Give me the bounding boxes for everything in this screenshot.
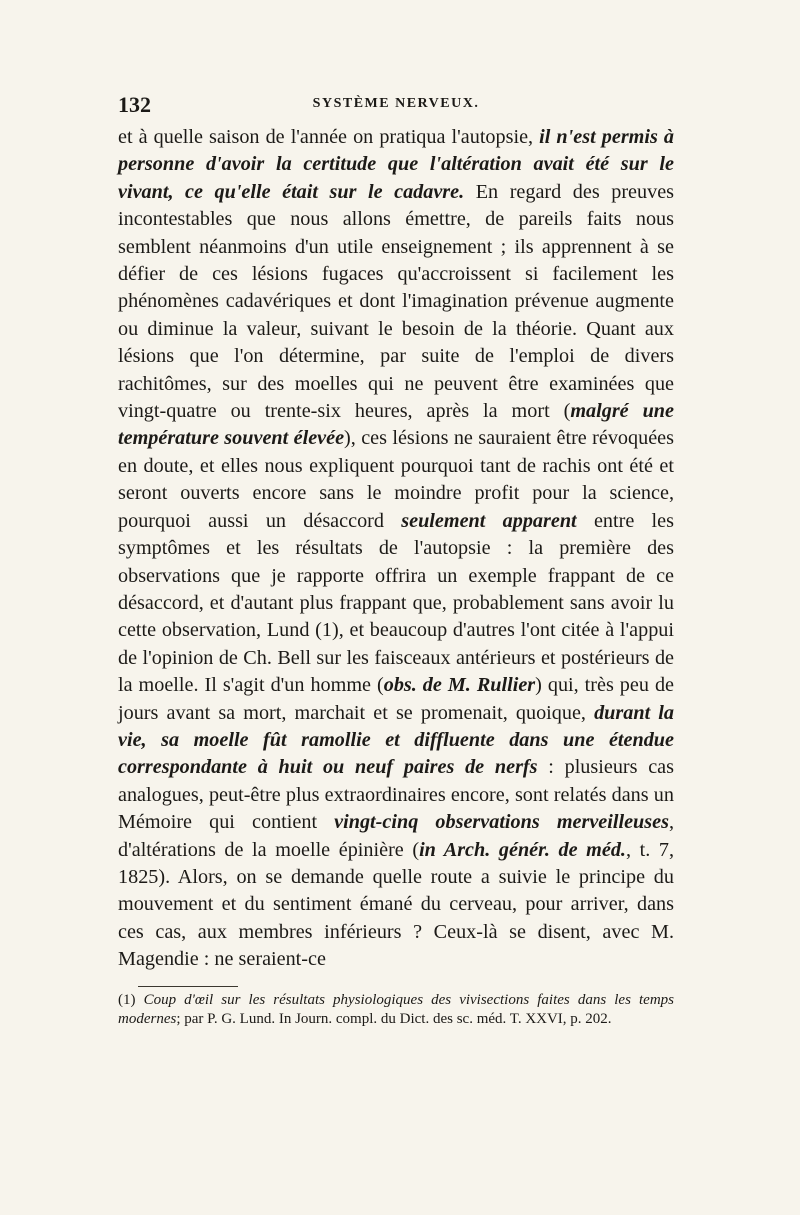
main-paragraph xyxy=(118,124,674,974)
text-run: : plusieurs cas analogues, peut-être plus extraordinaires encore, sont relatés dans un Mémoire qui contient xyxy=(118,756,675,834)
text-run: , t. 7, 1825). Alors, on se demande quelle route a suivie le principe du mouvement et du sentiment émané du cerveau, pour arriver, dans ces cas, aux membres inférieurs ? Ceux-là se disent, avec M. Magendie : ne seraient-ce xyxy=(118,838,674,971)
italic-run: durant la vie, sa moelle fût ramollie et diffluente dans une étendue correspondante à huit ou neuf paires de nerfs xyxy=(118,701,675,779)
text-run: , d'altérations de la moelle épinière ( xyxy=(118,811,674,861)
text-run: ) qui, très peu de jours avant sa mort, marchait et se promenait, quoique, xyxy=(118,674,674,724)
text-run: En regard des preuves incontestables que nous allons émettre, de pareils faits nous semblent néanmoins d'un utile enseignement ; ils apprennent à se défier de ces lésions fugaces qu'accroissent si facilement les phénomènes cadavériques et dont l'imagination prévenue augmente ou diminue la valeur, suivant le besoin de la théorie. Quant aux lésions que l'on détermine, par suite de l'emploi de divers rachitômes, sur des moelles qui ne peuvent être examinées que vingt-quatre ou trente-six heures, après la mort ( xyxy=(118,180,675,423)
italic-run: malgré une température souvent élevée xyxy=(118,400,674,450)
italic-run: vingt-cinq observations merveilleuses xyxy=(334,811,669,834)
text-run: entre les symptômes et les résultats de l'autopsie : la première des observations que je rapporte offrira un exemple frappant de ce désaccord, et d'autant plus frappant que, probablement sans avoir lu cette observation, Lund (1), et beaucoup d'autres l'ont citée à l'appui de l'opinion de Ch. Bell sur les faisceaux antérieurs et postérieurs de la moelle. Il s'agit d'un homme ( xyxy=(118,509,674,697)
page-header xyxy=(118,92,674,122)
italic-run: in Arch. génér. de méd. xyxy=(419,838,626,861)
italic-run: seulement apparent xyxy=(401,509,577,532)
footnote xyxy=(118,991,674,1029)
running-title: SYSTÈME NERVEUX. xyxy=(312,96,480,111)
footnote-title: Coup d'œil sur les résultats physiologiques des vivisections faites dans les temps modernes xyxy=(118,991,674,1027)
text-run: ), ces lésions ne sauraient être révoquées en doute, et elles nous expliquent pourquoi tant de rachis ont été et seront ouverts encore sans le moindre profit pour la science, pourquoi aussi un désaccord xyxy=(118,427,674,532)
italic-run: obs. de M. Rullier xyxy=(383,674,536,697)
footnote-marker: (1) xyxy=(118,991,144,1008)
page xyxy=(118,92,674,1029)
footnote-rule xyxy=(138,986,238,987)
page-number: 132 xyxy=(118,92,151,117)
text-run: et à quelle saison de l'année on pratiqua l'autopsie, xyxy=(118,126,540,148)
italic-run: il n'est permis à personne d'avoir la certitude que l'altération avait été sur le vivant, ce qu'elle était sur le cadavre. xyxy=(118,126,674,203)
footnote-reference: ; par P. G. Lund. In Journ. compl. du Dict. des sc. méd. T. XXVI, p. 202. xyxy=(176,1010,612,1027)
